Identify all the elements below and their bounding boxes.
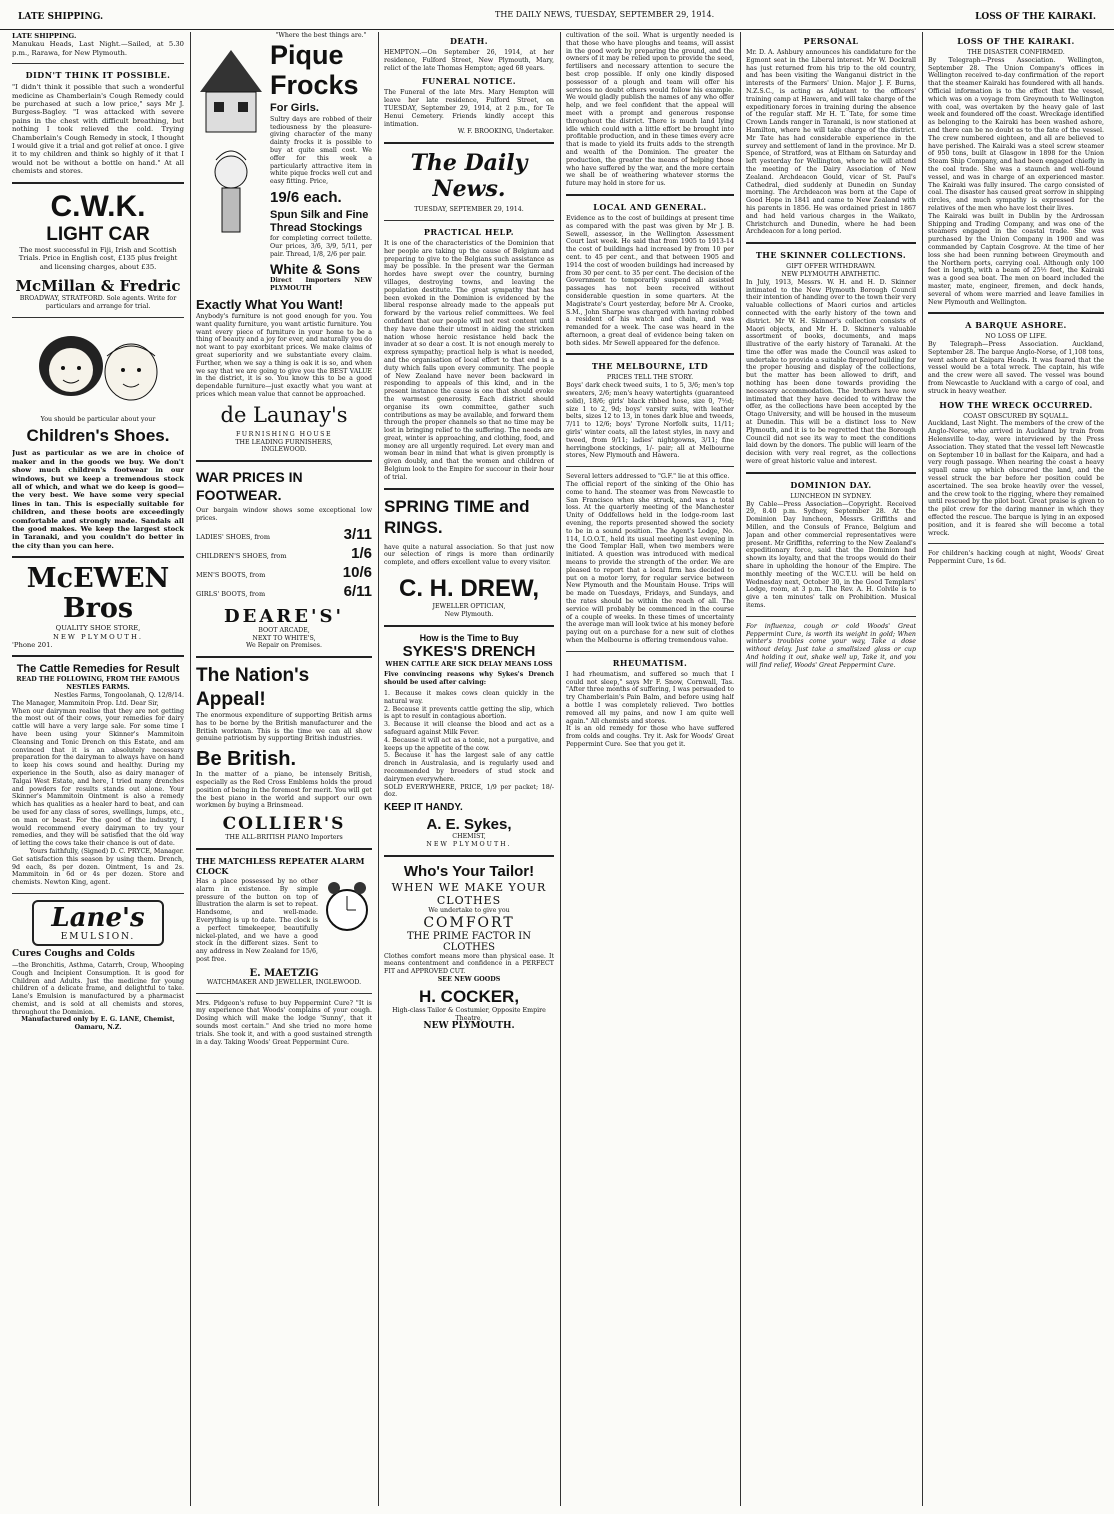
header-right: LOSS OF THE KAIRAKI. bbox=[975, 12, 1096, 22]
sykes-heading: How is the Time to Buy bbox=[419, 632, 519, 643]
personal-text: Mr. D. A. Ashbury announces his candidature for the Egmont seat in the Liberal interest. Mr W. Dockrall has just returned from his trip to the old country, and has been visiting the Wanganui district in the interests of the Farmers' Union. Major J. F. Burns, N.Z.S.C., is acting as Adjutant to the officers' training camp at Hawera, and will take charge of the expeditionary forces in training during the absence of the regular staff. Mr H. T. Tate, for some time Crown Lands ranger in Taranaki, is now stationed at Hamilton, where he will take charge of the district. Mr Tate has had considerable experience in the survey and settlement of land in the province. Mr D. Spence, of Stratford, was at Eltham on Saturday and left yesterday for Wellington, where he will attend the meeting of the Dairy Association of New Zealand. Archdeacon Gould, vicar of St. Paul's Cathedral, died suddenly at Dunedin on Sunday morning. The Archdeacon was born at the Cape of Good Hope in 1841 and came to New Zealand with his parents in 1856. He was ordained priest in 1867 and had held various charges in the Waikato, Christchurch and Dunedin, where he had been Archdeacon for a long period. bbox=[746, 49, 916, 236]
furniture-text: Anybody's furniture is not good enough for you. You want quality furniture, you want artistic furniture. You want every piece of furniture in your home to be a thing of beauty and a joy for ever, and naturally you do not want to pay exorbitant prices. We make claims of great superiority and we substantiate every claim. Further, when we say a thing is oak it is so, and when we say that we are going to give you the BEST VALUE in the district, it is so. You know this to be a good dependable furniture—just exactly what you want at prices which mean value that cannot be approached. bbox=[196, 312, 372, 398]
sykes-subtitle: WHEN CATTLE ARE SICK DELAY MEANS LOSS bbox=[385, 660, 553, 668]
shoes-caption: You should be particular about your bbox=[40, 415, 156, 423]
mcewen-title: McEWEN Bros bbox=[26, 563, 170, 625]
column-rule bbox=[740, 32, 741, 1506]
maetzig-title: E. MAETZIG bbox=[249, 967, 319, 979]
column-5 bbox=[746, 32, 916, 1504]
wreck-subtitle: COAST OBSCURED BY SQUALL. bbox=[963, 412, 1069, 420]
delaunay-title: de Launay's bbox=[220, 402, 348, 427]
paper-title: The Daily News. bbox=[410, 150, 528, 203]
paper-date: TUESDAY, SEPTEMBER 29, 1914. bbox=[414, 206, 524, 214]
tailor-see: SEE NEW GOODS bbox=[437, 975, 501, 983]
white-title: White & Sons bbox=[270, 261, 361, 278]
cattle-title: The Cattle Remedies for Result bbox=[16, 663, 180, 676]
war-price-value: 3/11 bbox=[343, 525, 372, 543]
alarm-title: THE MATCHLESS REPEATER ALARM CLOCK bbox=[196, 856, 365, 877]
wreck-heading: HOW THE WRECK OCCURRED. bbox=[939, 399, 1093, 410]
cattle-address: Nestles Farms, Tongoolanah, Q. 12/8/14. bbox=[54, 691, 184, 699]
kairaki-heading: LOSS OF THE KAIRAKI. bbox=[957, 36, 1075, 46]
war-price-row bbox=[196, 564, 372, 581]
skinner-heading: THE SKINNER COLLECTIONS. bbox=[755, 250, 907, 261]
war-title: WAR PRICES IN FOOTWEAR. bbox=[196, 469, 303, 504]
maetzig-subtitle: WATCHMAKER AND JEWELLER, INGLEWOOD. bbox=[206, 978, 362, 986]
testimonial-text: "I didn't think it possible that such a wonderful medicine as Chamberlain's Cough Remedy could be purchased at such a low price," says Mr J. Burgess-Bagley. "I was attacked with severe pains in the chest with difficult breathing, but nothing I took relieved the cold. Trying Chamberlain's Cough Remedy in stock, I thought I would give it a trial and got relief at once. I give it to my children and think so highly of it that I would not be without a bottle on hand." At all chemists and stores. bbox=[12, 83, 184, 176]
testimonial-heading: DIDN'T THINK IT POSSIBLE. bbox=[25, 70, 171, 81]
funeral-heading: FUNERAL NOTICE. bbox=[421, 76, 517, 87]
tailor-line1: We undertake to give you bbox=[428, 906, 510, 914]
war-intro: Our bargain window shows some exceptional low prices. bbox=[196, 507, 372, 522]
tailor-line3: THE PRIME FACTOR IN CLOTHES bbox=[406, 930, 531, 953]
nation-text: The enormous expenditure of supporting British arms has to be borne by the British manufacturer and the British workman. This is the time we can all show genuine patriotism by supporting British industries. bbox=[196, 712, 372, 743]
sykes-town: NEW PLYMOUTH. bbox=[426, 841, 512, 848]
drew-title: C. H. DREW, bbox=[398, 575, 539, 603]
peppermint-text: Mrs. Pidgeon's refuse to buy Peppermint Cure? "It is my experience that Woods' complains of your cough. Dosing which will make the lodge 'Sunny', that it sounds most certain." And she tried no more home trials. She took it, and with a good sustained strength in a day. Taking Woods' Great Peppermint Cure. bbox=[196, 999, 372, 1046]
header-left: LATE SHIPPING. bbox=[18, 12, 104, 22]
mcmillan-text: BROADWAY, STRATFORD. Sole agents. Write for particulars and arrange for trial. bbox=[19, 294, 177, 310]
melbourne-heading: THE MELBOURNE, LTD bbox=[591, 361, 709, 372]
nation-title: The Nation's Appeal! bbox=[196, 665, 310, 711]
cwk-title: C.W.K. bbox=[50, 189, 146, 223]
sykes-sold: SOLD EVERYWHERE, PRICE, 1/9 per packet; 18/- doz. bbox=[384, 783, 554, 799]
war-price-row bbox=[196, 526, 372, 543]
lanes-title: Lane's bbox=[51, 902, 145, 933]
war-price-label: LADIES' SHOES, from bbox=[196, 532, 270, 541]
cocker-title: H. COCKER, bbox=[418, 986, 520, 1006]
british-text: In the matter of a piano, be intensely British, especially as the Red Cross Emblems holds the proud position of being in the foremost for merit. You will get the best piano in the world and support our own workmen by buying a Brinsmead. bbox=[196, 771, 372, 810]
spring-text: have quite a natural association. So that just now our selection of rings is more than ordinarily complete, and offers excellent value to every visitor. bbox=[384, 543, 554, 567]
death-text: HEMPTON.—On September 26, 1914, at her residence, Fulford Street, New Plymouth, Mary, relict of the late Thomas Hempton; aged 68 years. bbox=[384, 49, 554, 72]
cwk-subtitle: LIGHT CAR bbox=[46, 223, 150, 245]
column-rule bbox=[560, 32, 561, 1506]
alarm-clock-icon bbox=[322, 878, 372, 938]
pique-title: Pique Frocks bbox=[270, 39, 359, 100]
page-header bbox=[0, 2, 1114, 30]
funeral-signature: W. F. BROOKING, Undertaker. bbox=[457, 128, 554, 136]
sykes-title: SYKES'S DRENCH bbox=[402, 642, 536, 660]
tailor-text: Clothes comfort means more than physical ease. It means contentment and confidence in a PERFECT FIT and APPROVED CUT. bbox=[384, 952, 554, 976]
column-2 bbox=[196, 32, 372, 1504]
column-1 bbox=[12, 32, 184, 1504]
header-center: THE DAILY NEWS, TUESDAY, SEPTEMBER 29, 1914. bbox=[495, 10, 715, 19]
war-price-list bbox=[196, 526, 372, 600]
deare-line2: NEXT TO WHITE'S, bbox=[252, 634, 316, 642]
colliers-subtitle: THE ALL-BRITISH PIANO Importers bbox=[225, 834, 343, 842]
lanes-heading: Cures Coughs and Colds bbox=[12, 948, 135, 959]
sykes-keep: KEEP IT HANDY. bbox=[384, 802, 463, 814]
tailor-title: Who's Your Tailor! bbox=[403, 862, 535, 880]
deare-line3: We Repair on Premises. bbox=[246, 642, 322, 650]
colliers-title: COLLIER'S bbox=[222, 814, 346, 835]
spring-title: SPRING TIME and RINGS. bbox=[384, 496, 530, 537]
british-title: Be British. bbox=[196, 748, 297, 771]
barque-heading: A BARQUE ASHORE. bbox=[965, 320, 1067, 331]
deare-subtitle: BOOT ARCADE, bbox=[258, 626, 310, 634]
war-price-label: GIRLS' BOOTS, from bbox=[196, 589, 266, 598]
war-price-value: 10/6 bbox=[342, 563, 372, 581]
local-text: Evidence as to the cost of buildings at present time as compared with the past was given by Mr J. B. Sewell, assessor, in the Wellington Assessment Court last week. He said that from 1905 to 1913-14 the cost of buildings had increased by from 10 per cent. to 45 per cent., and that between 1905 and 1914 the cost of wooden buildings had increased by from 30 per cent. to 35 per cent. The decision of the Government to temporarily suspend all assisted passages has not been received without considerable question in some quarters. At the Magistrate's Court yesterday, before Mr A. Crooke, S.M., John Sharpe was charged with having robbed a resident of his watch and chain, and was remanded for a week. The case was heard in the afternoon, a great deal of evidence being taken on both sides. Mr Sewell appeared for the defence. bbox=[566, 214, 734, 347]
personal-heading: PERSONAL bbox=[803, 36, 859, 46]
sykes-reasons-heading: Five convincing reasons why Sykes's Drench should be used after calving: bbox=[384, 671, 554, 687]
delaunay-line3: INGLEWOOD. bbox=[261, 446, 307, 454]
skinner-text: In July, 1913, Messrs. W. H. and H. D. Skinner intimated to the New Plymouth Borough Council their intention of handing over to the town their very valuable collections of Maori curios and articles connected with the early history of the town and district. Mr W. H. Skinner's collection consists of Maori objects, and Mr H. D. Skinner's valuable assortment of books, documents, and maps illustrative of the early history of Taranaki. At the time the offer was made the Council was asked to undertake to provide a suitable fireproof building for the proper housing and display of the collections, but the matter has been allowed to drift, and nothing has been done towards providing the necessary accommodation. The brothers have now intimated that they have decided to withdraw the offer, as the collections have been accepted by the Otago University, and will be housed in the museum at Dunedin. This will be a distinct loss to New Plymouth, and it is to be regretted that the Borough Council did not see its way to meet the conditions laid down by the donors. The public will learn of the decision with very real regret, as the collections were of great historic value and interest. bbox=[746, 278, 916, 466]
shipping-heading: LATE SHIPPING. bbox=[12, 32, 77, 40]
drew-line2: New Plymouth. bbox=[444, 610, 494, 618]
dominion-heading: DOMINION DAY. bbox=[790, 479, 872, 490]
babies-illustration bbox=[12, 324, 184, 416]
footer-text: For children's hacking cough at night, Woods' Great Peppermint Cure, 1s 6d. bbox=[928, 550, 1104, 566]
sykes-reasons-list bbox=[384, 690, 554, 784]
white-subtitle: Direct Importers NEW PLYMOUTH bbox=[270, 277, 372, 293]
rheumatism-text: I had rheumatism, and suffered so much that I could not sleep," says Mr F. Snow, Cornwall, Tas. "After three months of suffering, I was persuaded to try Chamberlain's Pain Balm, and before using half a bottle I was completely relieved. Two bottles removed all my pains, and now I am quite well again." All chemists and stores. bbox=[566, 670, 734, 725]
rheumatism-text-2: It is an old remedy for those who have suffered from colds and coughs. Try it. Ask for Woods' Great Peppermint Cure. See that you get it. bbox=[566, 725, 734, 748]
lanes-subtitle: EMULSION. bbox=[60, 931, 136, 942]
editorial-text: It is one of the characteristics of the Dominion that her people are taking up the cause of Belgium and preparing to give to the Belgians such assistance as may be possible. In the present war the German hordes have swept over the country, burning villages, destroying towns, and leaving the population destitute. The great sympathy that has been evoked in the Dominion is evidenced by the liberal response already made to the appeals put forward by the various relief committees. We feel confident that our people will not rest content until they have done their utmost in aiding the stricken nation whose heroic resistance held back the invader at so dear a cost. It is not enough merely to express sympathy; practical help is what is needed, and the organisation of local effort to that end is a duty which falls upon every community. The people of New Zealand have never been backward in responding to appeals of this kind, and in the present instance the cause is one that should evoke the warmest generosity. Each district should organise its own committee, gather such contributions as may be available, and forward them through the proper channels so that no time may be lost in bringing relief to the suffering. The needs are great, winter is approaching, and clothing, food, and money are all urgently required. Let every man and woman bear in mind that what is given promptly is given doubly, and that the women and children of Belgium look to the Empire for succour in their hour of trial. bbox=[384, 239, 554, 481]
cattle-footer: Get satisfaction this season by using them. Drench, 9d each, 8s per dozen. Ointment, 1s and 2s. Mammitoin in 6d or 4s per dozen. Store and chemists. Newton King, agent. bbox=[12, 855, 184, 887]
column-4 bbox=[566, 32, 734, 1504]
delaunay-subtitle: FURNISHING HOUSE bbox=[235, 430, 333, 438]
death-heading: DEATH. bbox=[449, 36, 489, 46]
spun-title: Spun Silk and Fine Thread Stockings bbox=[270, 208, 369, 234]
alarm-text: Has a place possessed by no other alarm in existence. By simple pressure of the button on top of illustration the alarm is set to repeat. Handsome, and well-made. Everything is up to date. The clock is a perfect timekeeper, beautifully nickel-plated, and we have a good stock in the different sizes. Sent to any address in New Zealand for 15/6, post free. bbox=[196, 878, 318, 964]
sykes-reason: 1. Because it makes cows clean quickly in the natural way. bbox=[384, 690, 554, 705]
editorial-heading: PRACTICAL HELP. bbox=[423, 226, 515, 237]
shipping-text: Manukau Heads, Last Night.—Sailed, at 5.30 p.m., Rarawa, for New Plymouth. bbox=[12, 40, 184, 57]
pique-subtitle: For Girls. bbox=[270, 101, 319, 114]
delaunay-line2: THE LEADING FURNISHERS, bbox=[235, 438, 333, 446]
sykes-reason: 4. Because it will act as a tonic, not a purgative, and keeps up the appetite of the cow. bbox=[384, 736, 554, 752]
wreck-text: Auckland, Last Night. The members of the crew of the Anglo-Norse, who arrived in Auckland by train from Helensville to-day, were interviewed by the Press Association. They stated that the vessel left Newcastle on September 10 in ballast for the Kaipara, and had a very rough passage. When nearing the coast a heavy squall came up which obscured the land, and the vessel struck the bar before her position could be ascertained. The sea broke heavily over the vessel, and the crew took to the rigging, where they remained until rescued by the pilot boat. Great praise is given to the pilot crew for the daring manner in which they effected the rescue. The barque is lying in an exposed position, and it is feared she will become a total wreck. bbox=[928, 420, 1104, 537]
dominion-text: By Cable—Press Association—Copyright. Received 29, 8.40 p.m. Sydney, September 28. At the Dominion Day luncheon, Messrs. Griffiths and Millen, and the Consuls of France, Belgium and Japan and other commercial representatives were present. Mr Griffiths, referring to the New Zealand's expeditionary force, said that the Dominion had shown its loyalty, and that the troops would do their share in upholding the honour of the Empire. The monthly meeting of the W.C.T.U. will be held on Wednesday next, October 30, in the Good Templars' Lodge, room, at 3 p.m. The Rev. A. H. Colvile is to give a ten minutes' talk on Prohibition. Musical items. bbox=[746, 500, 916, 609]
mcewen-phone: 'Phone 201. bbox=[12, 640, 53, 649]
war-price-label: MEN'S BOOTS, from bbox=[196, 570, 266, 579]
house-illustration bbox=[196, 32, 266, 293]
kairaki-subtitle: THE DISASTER CONFIRMED. bbox=[967, 49, 1065, 56]
skinner-subtitle-2: NEW PLYMOUTH APATHETIC. bbox=[781, 270, 881, 278]
cocker-subtitle: High-class Tailor & Costumier, Opposite Empire Theatre, bbox=[392, 1006, 546, 1022]
cattle-intro: READ THE FOLLOWING, FROM THE FAMOUS NESTLES FARMS. bbox=[16, 676, 180, 692]
war-price-row bbox=[196, 583, 372, 600]
column-rule bbox=[922, 32, 923, 1506]
tailor-line2: COMFORT bbox=[423, 914, 515, 931]
cwk-text: The most successful in Fiji, Irish and Scottish Trials. Price in English cost, £135 plus freight and licensing charges, about £35. bbox=[18, 245, 178, 271]
kairaki-text-2: The Kairaki was built in Dublin by the Ardrossan Shipping and Trading Company, and was one of the steamers engaged in the coastal trade. She was purchased by the Union Company in 1900 and was commanded by Captain Cosgrove. At the time of her loss she had been running between Greymouth and the Northern ports, carrying coal. Although only 100 feet in length, with a beam of 25½ feet, the Kairaki was a good sea boat. The men on board included the master, mate, engineer, firemen, and deck hands, several of whom were married and leave families in New Plymouth and Wellington. bbox=[928, 212, 1104, 306]
sec-text: The official report of the sinking of the Ohio has come to hand. The steamer was from Newcastle to San Francisco when she struck, and was a total loss. At the quarterly meeting of the Manchester Unity of Oddfellows held in the lodge-room last evening, the reports presented showed the society to be in a sound position. The Agent's Lodge, No. 114, I.O.O.T., held its usual meeting last evening in the Good Templar Hall, when two members were initiated. A question was introduced with medical means to provide the strength of the order. We are pleased to report that a local firm has decided to put on a motor lorry, for regular service between New Plymouth and the Mountain House. Trips will be made on Tuesdays, Fridays, and Sundays, and the rates should be within the reach of all. The service will probably be commenced in the course of a couple of weeks. In these times of uncertainty the average man will look twice at his money before paying out on a purchase for a new suit of clothes when the Melbourne is offering tremendous value. bbox=[566, 481, 734, 644]
melbourne-text: Boys' dark check tweed suits, 1 to 5, 3/6; men's top sweaters, 2/6; men's heavy watertights (guaranteed solid), 18/6; girls' black ribbed hose, size 0, 7½d; size 1 to 2, 9d; boys' varsity suits, with leather belts, sizes 12 to 13, in tones dark blue and tweeds, 7/11 to 12/6; boys' Tyrone Norfolk suits, 11/11; girls' winter coats, all the latest styles, in navy and tweed, from 9/11; ladies' nightgowns, 3/11; fine herringbone stockings, 1/- pair; all at Melbourne stores, New Plymouth and Hawera. bbox=[566, 382, 734, 460]
barque-subtitle: NO LOSS OF LIFE. bbox=[985, 333, 1047, 341]
local-heading: LOCAL AND GENERAL. bbox=[593, 201, 707, 212]
sykes-reason: 2. Because it prevents cattle getting the slip, which is apt to result in contagious abortion. bbox=[384, 705, 554, 721]
pique-ad bbox=[196, 32, 372, 293]
melbourne-subtitle: PRICES TELL THE STORY. bbox=[606, 374, 694, 382]
mcewen-line2: NEW PLYMOUTH. bbox=[52, 632, 144, 641]
pique-caption: "Where the best things are." bbox=[275, 32, 367, 39]
skinner-subtitle: GIFT OFFER WITHDRAWN. bbox=[786, 263, 876, 271]
lanes-maker: Manufactured only by E. G. LANE, Chemist, Oamaru, N.Z. bbox=[21, 1016, 175, 1032]
war-price-row bbox=[196, 545, 372, 562]
verse-text: For influenza, cough or cold Woods' Great Peppermint Cure, is worth its weight in gold; When winter's troubles come your way, Take a dose without delay. Just take a smallsized glass or cup And holding it out, shake well up, Take it, and you will find relief, Woods' Great Peppermint Cure. bbox=[746, 622, 916, 669]
dominion-subtitle: LUNCHEON IN SYDNEY. bbox=[790, 492, 872, 500]
drew-subtitle: JEWELLER OPTICIAN, bbox=[432, 603, 506, 611]
mcewen-line1: QUALITY SHOE STORE, bbox=[55, 624, 141, 633]
cattle-salutation: The Manager, Mammitoin Prop. Ltd. Dear Sir, bbox=[12, 699, 159, 707]
column-6 bbox=[928, 32, 1104, 1504]
shoes-title: Children's Shoes. bbox=[26, 426, 170, 446]
sykes-reason: 5. Because it has the largest sale of any cattle drench in Australasia, and is regularly used and recommended by breeders of stud stock and dairymen everywhere. bbox=[384, 752, 554, 783]
war-price-value: 6/11 bbox=[343, 582, 372, 600]
spun-text: for completing correct toilette. Our prices, 3/6, 3/9, 5/11, per pair. Thread, 1/8, 2/6 per pair. bbox=[270, 234, 372, 258]
column-3 bbox=[384, 32, 554, 1504]
tailor-subtitle: WHEN WE MAKE YOUR CLOTHES bbox=[391, 880, 547, 907]
lanes-logo bbox=[32, 900, 164, 946]
furniture-title: Exactly What You Want! bbox=[196, 296, 344, 312]
sykes-reason: 3. Because it will cleanse the blood and act as a safeguard against Milk Fever. bbox=[384, 721, 554, 737]
cattle-signature: Yours faithfully, (Signed) D. C. PRYCE, Manager. bbox=[29, 847, 184, 855]
column-rule bbox=[190, 32, 191, 1506]
war-price-value: 1/6 bbox=[351, 544, 372, 562]
sykes-name: A. E. Sykes, bbox=[426, 816, 512, 834]
cattle-letter: When our dairyman realise that they are not getting the most out of their cows, your remedies for dairy cattle will have a very large sale. For some time I have been using your Skinner's Mammitoin Cleansing and Tonic Drench on this Estate, and am convinced that it is an absolutely necessary preparation for the dairyman to always have on hand to keep his cows sound and healthy. During my experience in the South, also as dairy manager of Talgai West Estate, and here, I tried many drenches and powders for results stands out alone. Your Skinner's Mammitoin Ointment is also a remedy which has qualities as a healer hard to beat, and can be used for any class of sores, swellings, lumps, etc., on man or beast. For the good of the industry, I would recommend every dairyman to try your remedies, and they will be satisfied that the old way of letting the cows take their chance is out of date. bbox=[12, 707, 184, 848]
barque-text: By Telegraph—Press Association. Auckland, September 28. The barque Anglo-Norse, of 1,108 tons, went ashore at Kaipara Heads. It was feared that the vessel would be a total wreck. The captain, his wife and the crew were all saved. The vessel was bound from Newcastle to Auckland with a cargo of coal, and struck in heavy weather. bbox=[928, 341, 1104, 395]
sykes-chemist: CHEMIST, bbox=[452, 833, 486, 841]
pique-price: 19/6 each. bbox=[270, 188, 342, 206]
cocker-town: NEW PLYMOUTH. bbox=[423, 1021, 515, 1032]
war-price-label: CHILDREN'S SHOES, from bbox=[196, 551, 287, 560]
deare-title: DEARE'S' bbox=[224, 605, 344, 627]
article-text: cultivation of the soil. What is urgently needed is that those who have ploughs and teams, will assist in the good work by preparing the ground, and the owners of it may be relied upon to provide the seed, fertilisers and necessary attention to secure the best crop possible. If only one kindly disposed possessor of a plough and team will offer his services no doubt others would follow his example. We would gladly publish the names of any who offer help, and we feel confident that the appeal will meet with a prompt and generous response throughout the district. There is much land lying idle which could with a little effort be brought into profitable production, and in these times every acre that is made to yield its fruits adds to the strength and wealth of the Dominion. The greater the production, the greater the means of helping those who have suffered by the war, and the more certain we shall be of weathering whatever storms the future may hold in store for us. bbox=[566, 32, 734, 188]
sec-heading: Several letters addressed to "G.F." lie at this office. bbox=[566, 473, 730, 481]
column-rule bbox=[378, 32, 379, 1506]
funeral-text: The Funeral of the late Mrs. Mary Hempton will leave her late residence, Fulford Street, on TUESDAY, September 29, 1914, at 2 p.m., for Te Henui Cemetery. Friends kindly accept this intimation. bbox=[384, 89, 554, 128]
lanes-text: —the Bronchitis, Asthma, Catarrh, Croup, Whooping Cough and Incipient Consumption. It is good for Children and Adults. Just the medicine for young children of a delicate frame, and delightful to take. Lane's Emulsion is manufactured by a pharmacist chemist, and is sold at all chemists and stores, throughout the Dominion. bbox=[12, 961, 184, 1016]
rheumatism-heading: RHEUMATISM. bbox=[612, 657, 688, 668]
pique-text: Sultry days are robbed of their tediousness by the pleasure-giving character of the many dainty frocks it is possible to buy at quite small cost. We offer for this week a particularly attractive item in white pique frocks well cut and easy fitting. Price, bbox=[270, 115, 372, 186]
kairaki-text: By Telegraph—Press Association. Wellington, September 28. The Union Company's offices in Wellington received to-day confirmation of the report that the steamer Kairaki has foundered with all hands. Official information is to the effect that the vessel, which was on a voyage from Greymouth to Wellington with coal, was overtaken by the heavy gale of last week and foundered off the coast. Wreckage identified as belonging to the Kairaki has been washed ashore, and there can be no doubt as to the fate of the vessel. The crew numbered eighteen, and all are believed to have perished. The Kairaki was a steel screw steamer of 950 tons, built at Glasgow in 1898 for the Union Steam Ship Company, and had been engaged chiefly in the coal trade. She was a staunch and well-found vessel, and was in charge of an experienced master. The Kairaki was fully insured. The cargo consisted of coal. The disaster has caused great sorrow in shipping circles, and much sympathy is expressed for the relatives of the men who have lost their lives. bbox=[928, 56, 1104, 212]
mcmillan-title: McMillan & Fredric bbox=[15, 276, 181, 295]
shoes-text: Just as particular as we are in choice of maker and in the goods we buy. We don't show much children's footwear in our windows, but we keep a tremendous stock all of which, and what we do keep is good—the very best. We have some very special lines in tan. This is especially suitable for children, and these boots are exceedingly comfortable and strongly made. Sandals all the good makes. We keep the largest stock in Taranaki, and you couldn't do better in the city than you can here. bbox=[12, 449, 184, 550]
